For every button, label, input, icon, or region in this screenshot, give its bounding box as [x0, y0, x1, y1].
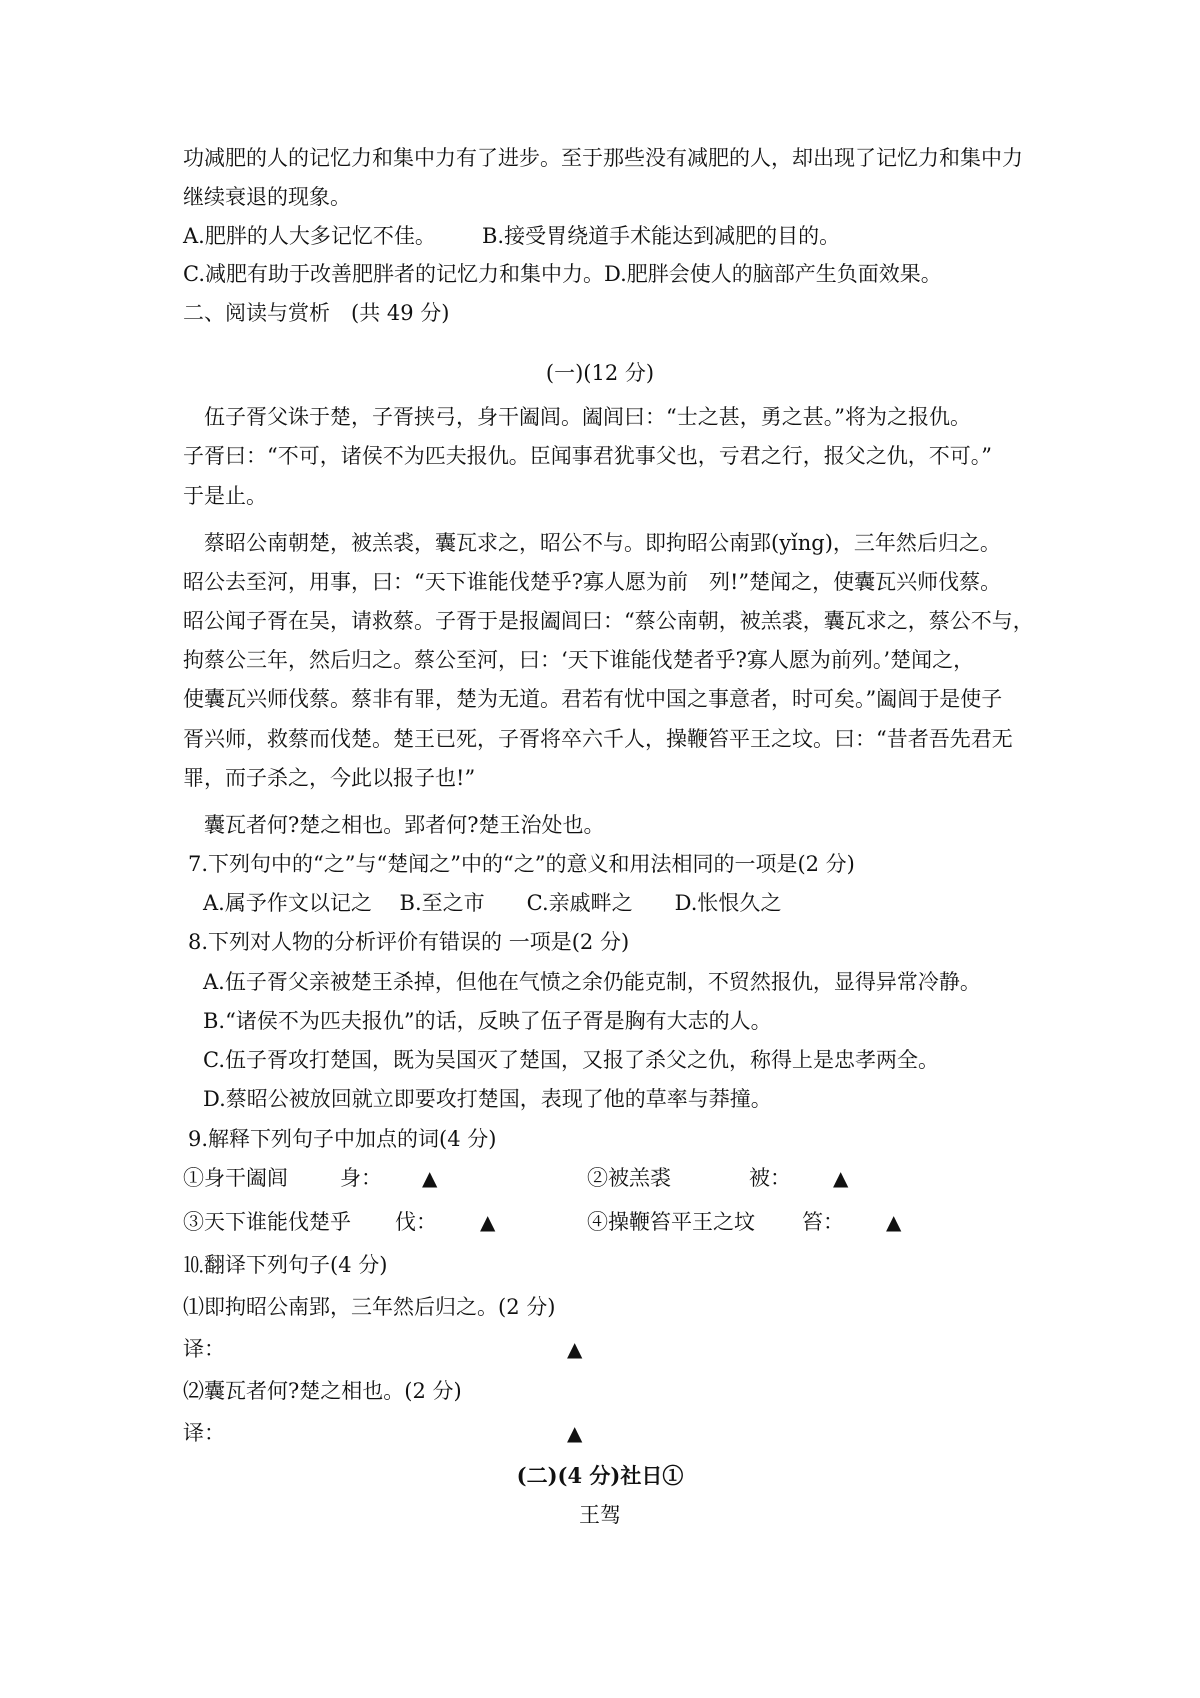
q9-item-1-phrase: ①身干阖闾: [183, 1166, 288, 1190]
section-2-heading: 二、阅读与赏析 (共 49 分): [183, 301, 450, 325]
q10-answer-blank-2[interactable]: ▲: [567, 1421, 583, 1445]
q9-item-3-word: 伐：: [395, 1210, 437, 1234]
part-1-heading: (一)(12 分): [545, 361, 655, 385]
q6-option-b: B.接受胃绕道手术能达到减肥的目的。: [482, 224, 841, 248]
q7-stem: 7.下列句中的“之”与“楚闻之”中的“之”的意义和用法相同的一项是(2 分): [188, 852, 855, 876]
q10-stem: ⒑翻译下列句子(4 分): [183, 1253, 388, 1277]
q10-answer-blank-1[interactable]: ▲: [567, 1337, 583, 1361]
q10-sentence-2: ⑵囊瓦者何?楚之相也。(2 分): [183, 1379, 462, 1403]
q9-item-3-phrase: ③天下谁能伐楚乎: [183, 1210, 351, 1234]
para2-line-6: 胥兴师，救蔡而伐楚。楚王已死，子胥将卒六千人，操鞭笞平王之坟。曰：“昔者吾先君无: [183, 727, 1013, 751]
q6-option-cd: C.减肥有助于改善肥胖者的记忆力和集中力。D.肥胖会使人的脑部产生负面效果。: [183, 262, 942, 286]
para2-line-1: 蔡昭公南朝楚，被羔裘，囊瓦求之，昭公不与。即拘昭公南郢(yǐng)，三年然后归之。: [183, 531, 1001, 555]
para2-line-5: 使囊瓦兴师伐蔡。蔡非有罪，楚为无道。君若有忧中国之事意者，时可矣。”阖闾于是使子: [183, 687, 1003, 711]
poem-author: 王驾: [579, 1503, 621, 1527]
para2-line-4: 拘蔡公三年，然后归之。蔡公至河，曰：‘天下谁能伐楚者乎?寡人愿为前列。’楚闻之，: [183, 648, 975, 672]
q9-stem: 9.解释下列句子中加点的词(4 分): [188, 1127, 497, 1151]
q9-item-4-phrase: ④操鞭笞平王之坟: [587, 1210, 755, 1234]
q9-item-4-answer-blank[interactable]: ▲: [886, 1210, 902, 1234]
q10-translate-label-1: 译：: [183, 1337, 225, 1361]
q7-options: A.属予作文以记之 B.至之市 C.亲戚畔之 D.怅恨久之: [203, 891, 782, 915]
q8-option-c: C.伍子胥攻打楚国，既为吴国灭了楚国，又报了杀父之仇，称得上是忠孝两全。: [203, 1048, 939, 1072]
q9-item-2-answer-blank[interactable]: ▲: [833, 1166, 849, 1190]
passage-intro-line-1: 功减肥的人的记忆力和集中力有了进步。至于那些没有减肥的人，却出现了记忆力和集中力: [183, 146, 1023, 170]
q9-item-1-word: 身：: [340, 1166, 382, 1190]
q9-item-3-answer-blank[interactable]: ▲: [480, 1210, 496, 1234]
q9-item-2-phrase: ②被羔裘: [587, 1166, 671, 1190]
para2-line-7: 罪，而子杀之，今此以报子也!”: [183, 766, 476, 790]
para3-line: 囊瓦者何?楚之相也。郢者何?楚王治处也。: [183, 813, 605, 837]
para1-line-1: 伍子胥父诛于楚，子胥挟弓，身干阖闾。阖闾曰：“士之甚，勇之甚。”将为之报仇。: [183, 405, 971, 429]
q8-option-d: D.蔡昭公被放回就立即要攻打楚国，表现了他的草率与莽撞。: [203, 1087, 772, 1111]
para2-line-3: 昭公闻子胥在吴，请救蔡。子胥于是报阖闾曰：“蔡公南朝，被羔裘，囊瓦求之，蔡公不与，: [183, 609, 1034, 633]
q9-item-1-answer-blank[interactable]: ▲: [422, 1166, 438, 1190]
passage-intro-line-2: 继续衰退的现象。: [183, 185, 351, 209]
para2-line-2: 昭公去至河，用事，曰：“天下谁能伐楚乎?寡人愿为前 列!”楚闻之，使囊瓦兴师伐蔡。: [183, 570, 1002, 594]
q8-stem: 8.下列对人物的分析评价有错误的 一项是(2 分): [188, 930, 630, 954]
q9-item-4-word: 笞：: [802, 1210, 844, 1234]
para1-line-2: 子胥曰：“不可，诸侯不为匹夫报仇。臣闻事君犹事父也，亏君之行，报父之仇，不可。”: [183, 444, 992, 468]
q8-option-a: A.伍子胥父亲被楚王杀掉，但他在气愤之余仍能克制，不贸然报仇，显得异常冷静。: [203, 970, 981, 994]
para1-line-3: 于是止。: [183, 484, 267, 508]
q9-item-2-word: 被：: [749, 1166, 791, 1190]
q8-option-b: B.“诸侯不为匹夫报仇”的话，反映了伍子胥是胸有大志的人。: [203, 1009, 772, 1033]
q10-translate-label-2: 译：: [183, 1421, 225, 1445]
q10-sentence-1: ⑴即拘昭公南郢，三年然后归之。(2 分): [183, 1295, 556, 1319]
part-2-heading: (二)(4 分)社日①: [516, 1463, 684, 1488]
q6-option-a: A.肥胖的人大多记忆不佳。: [183, 224, 436, 248]
